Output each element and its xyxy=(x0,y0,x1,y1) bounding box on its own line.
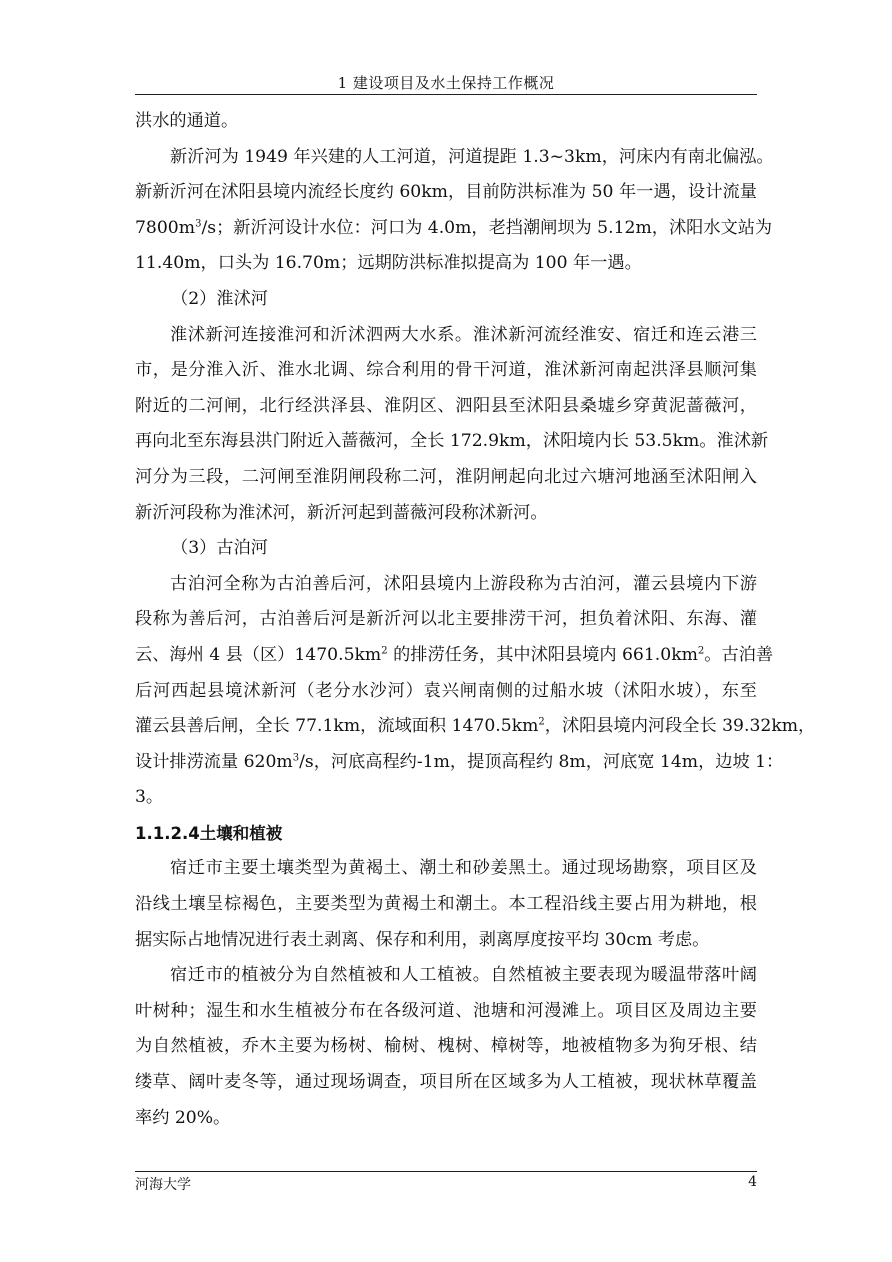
paragraph-line: 古泊河全称为古泊善后河，沭阳县境内上游段称为古泊河，灌云县境内下游 xyxy=(170,573,757,594)
paragraph-line: 缕草、阔叶麦冬等，通过现场调查，项目所在区域多为人工植被，现状林草覆盖 xyxy=(135,1072,757,1093)
paragraph-line: 宿迁市的植被分为自然植被和人工植被。自然植被主要表现为暖温带落叶阔 xyxy=(170,965,757,986)
paragraph-line: 市，是分淮入沂、淮水北调、综合利用的骨干河道，淮沭新河南起洪泽县顺河集 xyxy=(135,360,757,381)
paragraph-line: 设计排涝流量 $620m^3/s$，河底高程约-1m，提顶高程约 8m，河底宽 14m，边坡 1： xyxy=(135,751,784,772)
paragraph-line: 淮沭新河连接淮河和沂沭泗两大水系。淮沭新河流经淮安、宿迁和连云港三 xyxy=(170,324,757,345)
running-header: 1 建设项目及水土保持工作概况 xyxy=(337,74,555,92)
paragraph-line: 11.40m，口头为 16.70m；远期防洪标准拟提高为 100 年一遇。 xyxy=(135,253,642,274)
paragraph-line: 洪水的通道。 xyxy=(135,111,239,131)
paragraph-line: 灌云县善后闸，全长 77.1km，流域面积 $1470.5km^2$，沭阳县境内河段全长 39.32km， xyxy=(135,716,816,737)
footer-divider xyxy=(135,1171,757,1172)
paragraph-line: 后河西起县境沭新河（老分水沙河）袁兴闸南侧的过船水坡（沭阳水坡），东至 xyxy=(135,680,757,701)
paragraph-line: 率约 20%。 xyxy=(135,1107,231,1128)
header-divider xyxy=(135,94,757,95)
paragraph-line: 段称为善后河，古泊善后河是新沂河以北主要排涝干河，担负着沭阳、东海、灌 xyxy=(135,609,757,630)
section-heading: 1.1.2.4土壤和植被 xyxy=(135,823,283,843)
paragraph-line: 新沂河段称为淮沭河，新沂河起到蔷薇河段称沭新河。 xyxy=(135,502,548,523)
paragraph-line: 沿线土壤呈棕褐色，主要类型为黄褐土和潮土。本工程沿线主要占用为耕地，根 xyxy=(135,894,757,915)
paragraph-line: 叶树种；湿生和水生植被分布在各级河道、池塘和河漫滩上。项目区及周边主要 xyxy=(135,1000,757,1021)
paragraph-line: 河分为三段，二河闸至淮阴闸段称二河，淮阴闸起向北过六塘河地涵至沭阳闸入 xyxy=(135,466,757,487)
paragraph-line: 3。 xyxy=(135,787,164,808)
paragraph-line: 附近的二河闸，北行经洪泽县、淮阴区、泗阳县至沭阳县桑墟乡穿黄泥蔷薇河， xyxy=(135,395,757,416)
paragraph-line: 再向北至东海县洪门附近入蔷薇河，全长 172.9km，沭阳境内长 53.5km。淮沭新 xyxy=(135,431,769,452)
paragraph-line: 新新沂河在沭阳县境内流经长度约 60km，目前防洪标准为 50 年一遇，设计流量 xyxy=(135,182,757,203)
subsection-title: （3）古泊河 xyxy=(171,538,268,559)
subsection-title: （2）淮沭河 xyxy=(171,288,268,309)
page-number: 4 xyxy=(748,1174,757,1190)
paragraph-line: 据实际占地情况进行表土剥离、保存和利用，剥离厚度按平均 30cm 考虑。 xyxy=(135,929,710,950)
paragraph-line: 为自然植被，乔木主要为杨树、榆树、槐树、樟树等，地被植物多为狗牙根、结 xyxy=(135,1036,757,1057)
body-text xyxy=(135,104,816,1136)
paragraph-line: 宿迁市主要土壤类型为黄褐土、潮土和砂姜黑土。通过现场勘察，项目区及 xyxy=(170,858,757,879)
paragraph-line: $7800m^3/s$；新沂河设计水位：河口为 4.0m，老挡潮闸坝为 5.12m，沭阳水文站为 xyxy=(135,217,773,238)
paragraph-line: 新沂河为 1949 年兴建的人工河道，河道提距 1.3~3km，河床内有南北偏泓。 xyxy=(170,146,774,167)
paragraph-line: 云、海州 4 县（区）$1470.5km^2$ 的排涝任务，其中沭阳县境内 $661.0km^2$。古泊善 xyxy=(135,644,774,665)
footer-institution: 河海大学 xyxy=(135,1177,191,1193)
